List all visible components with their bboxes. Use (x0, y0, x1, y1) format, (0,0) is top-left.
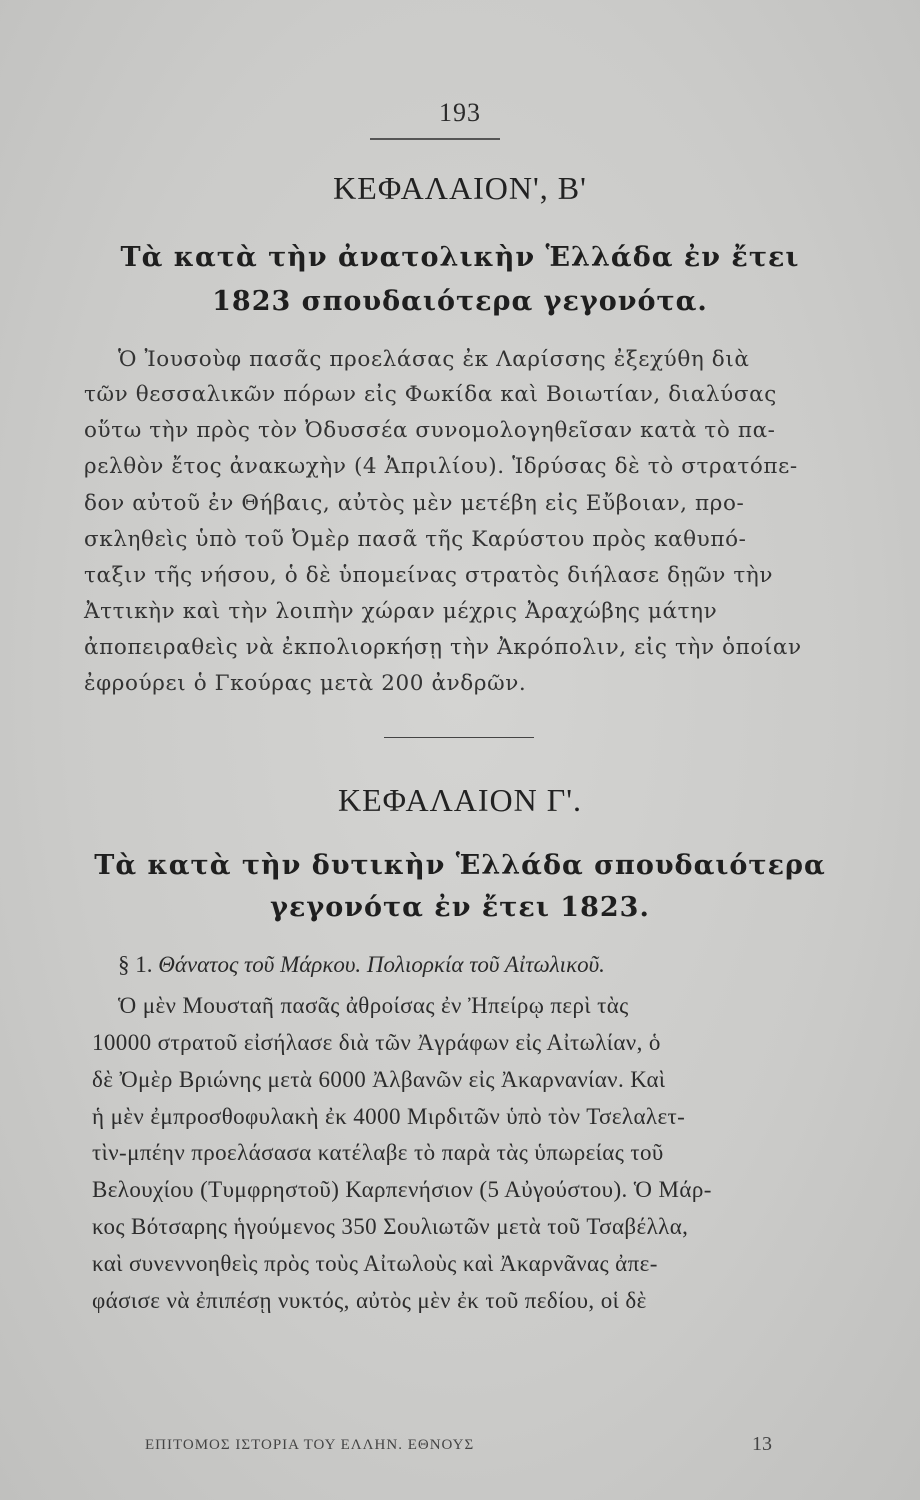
text-line: Ἀττικὴν καὶ τὴν λοιπὴν χώραν μέχρις Ἀραχώβης μάτην (84, 599, 718, 624)
section-divider (384, 737, 534, 738)
text-line: δὲ Ὀμὲρ Βριώνης μετὰ 6000 Ἀλβανῶν εἰς Ἀκαρνανίαν. Καὶ (92, 1067, 666, 1092)
text-line: Βελουχίου (Τυμφρηστοῦ) Καρπενήσιον (5 Αὐγούστου). Ὁ Μάρ- (92, 1177, 712, 1202)
chapter-c-subtitle-line-2: γεγονότα ἐν ἔτει 1823. (270, 892, 650, 923)
signature-mark: 13 (752, 1433, 772, 1455)
running-footer: ΕΠΙΤΟΜΟΣ ΙΣΤΟΡΙΑ ΤΟΥ ΕΛΛΗΝ. ΕΘΝΟΥΣ (145, 1437, 475, 1453)
section-title: Θάνατος τοῦ Μάρκου. Πολιορκία τοῦ Αἰτωλικοῦ. (158, 952, 605, 977)
text-line: καὶ συνεννοηθεὶς πρὸς τοὺς Αἰτωλοὺς καὶ Ἀκαρνᾶνας ἀπε- (92, 1251, 658, 1276)
page-number-rule (370, 138, 500, 140)
text-line: φάσισε νὰ ἐπιπέσῃ νυκτός, αὐτὸς μὲν ἐκ τοῦ πεδίου, οἱ δὲ (92, 1288, 647, 1313)
text-line: ἡ μὲν ἐμπροσθοφυλακὴ ἐκ 4000 Μιρδιτῶν ὑπὸ τὸν Τσελαλετ- (92, 1104, 686, 1129)
section-marker: § 1. (118, 952, 153, 977)
text-line: ρελθὸν ἔτος ἀνακωχὴν (4 Ἀπριλίου). Ἱδρύσας δὲ τὸ στρατόπε- (84, 454, 798, 479)
text-line: οὕτω τὴν πρὸς τὸν Ὀδυσσέα συνομολογηθεῖσαν κατὰ τὸ πα- (84, 418, 776, 443)
text-line: Ὁ Ἰουσοὺφ πασᾶς προελάσας ἐκ Λαρίσσης ἐξεχύθη διὰ (118, 347, 750, 372)
page-number: 193 (439, 98, 481, 127)
chapter-b-subtitle-line-2: 1823 σπουδαιότερα γεγονότα. (212, 286, 708, 317)
text-line: κος Βότσαρης ἡγούμενος 350 Σουλιωτῶν μετὰ τοῦ Τσαβέλλα, (92, 1214, 689, 1239)
text-line: δον αὐτοῦ ἐν Θήβαις, αὐτὸς μὲν μετέβη εἰς Εὔβοιαν, προ- (84, 491, 745, 516)
text-line: ἐφρούρει ὁ Γκούρας μετὰ 200 ἀνδρῶν. (84, 671, 527, 696)
text-line: ταξιν τῆς νήσου, ὁ δὲ ὑπομείνας στρατὸς διήλασε δῃῶν τὴν (84, 563, 773, 588)
chapter-c-subtitle-line-1: Τὰ κατὰ τὴν δυτικὴν Ἑλλάδα σπουδαιότερα (94, 850, 826, 881)
text-line: Ὁ μὲν Μουσταῆ πασᾶς ἀθροίσας ἐν Ἠπείρῳ περὶ τὰς (118, 993, 629, 1018)
chapter-b-heading: ΚΕΦΑΛΑΙΟΝ', Β' (333, 170, 587, 206)
text-line: ἀποπειραθεὶς νὰ ἐκπολιορκήσῃ τὴν Ἀκρόπολιν, εἰς τὴν ὁποίαν (84, 635, 802, 660)
chapter-c-heading: ΚΕΦΑΛΑΙΟΝ Γ'. (337, 782, 583, 818)
text-line: τὶν-μπέην προελάσασα κατέλαβε τὸ παρὰ τὰς ὑπωρείας τοῦ (92, 1140, 664, 1165)
chapter-b-subtitle-line-1: Τὰ κατὰ τὴν ἀνατολικὴν Ἑλλάδα ἐν ἔτει (120, 242, 800, 273)
text-line: τῶν θεσσαλικῶν πόρων εἰς Φωκίδα καὶ Βοιωτίαν, διαλύσας (84, 382, 777, 407)
text-line: σκληθεὶς ὑπὸ τοῦ Ὀμὲρ πασᾶ τῆς Καρύστου πρὸς καθυπό- (84, 527, 747, 552)
section-heading (118, 952, 605, 978)
text-line: 10000 στρατοῦ εἰσήλασε διὰ τῶν Ἀγράφων εἰς Αἰτωλίαν, ὁ (92, 1030, 661, 1055)
